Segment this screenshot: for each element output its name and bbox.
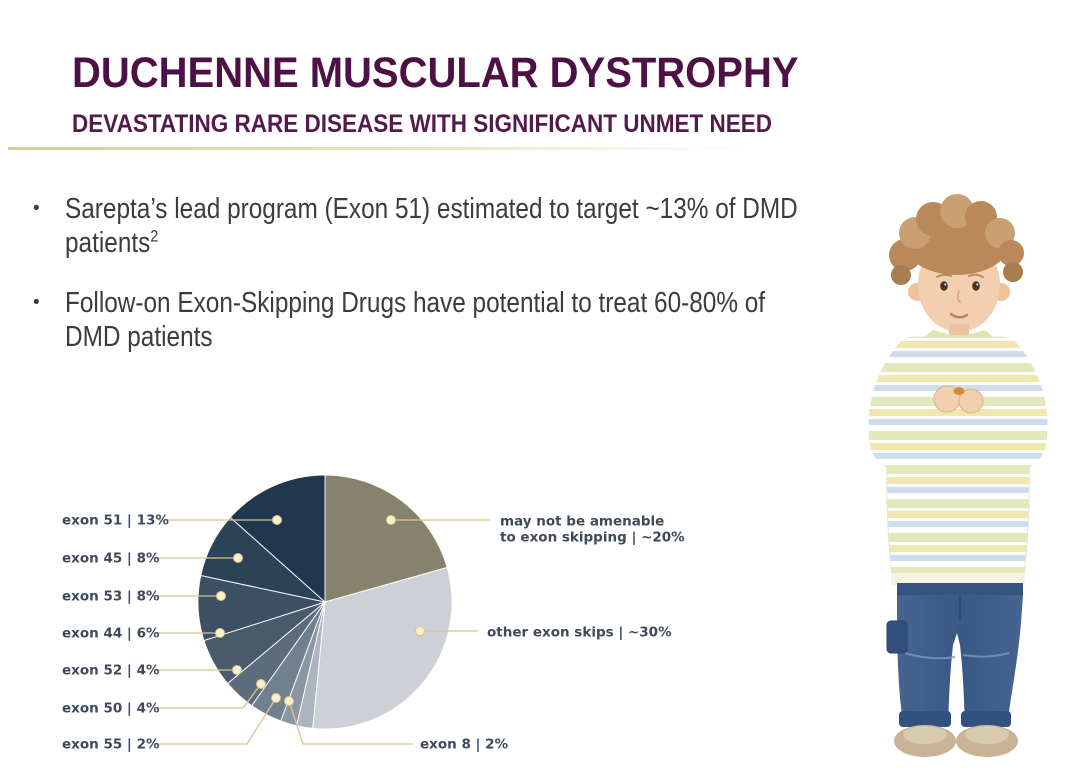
- boy-shoes: [894, 725, 1018, 757]
- boy-standing-photo: [853, 193, 1058, 768]
- pie-label-exon55: exon 55 | 2%: [62, 736, 160, 753]
- pie-label-exon50: exon 50 | 4%: [62, 700, 160, 717]
- bullet-marker: •: [33, 198, 40, 219]
- pie-label-maynot: may not be amenable: [500, 513, 665, 530]
- pie-label-exon44: exon 44 | 6%: [62, 625, 160, 642]
- boy-jeans: [887, 583, 1023, 727]
- pie-label-other: other exon skips | ~30%: [487, 624, 672, 641]
- leader-dot-icon: [216, 629, 225, 638]
- boy-hair: [889, 194, 1024, 285]
- bullet-line: DMD patients: [65, 321, 213, 353]
- pie-label-exon8: exon 8 | 2%: [420, 736, 509, 753]
- pie-label-exon45: exon 45 | 8%: [62, 550, 160, 567]
- pie-label-exon51: exon 51 | 13%: [62, 512, 169, 529]
- pie-label-exon53: exon 53 | 8%: [62, 588, 160, 605]
- pie-label-exon52: exon 52 | 4%: [62, 662, 160, 679]
- leader-dot-icon: [217, 592, 226, 601]
- leader-dot-icon: [387, 516, 396, 525]
- bullet-line: Sarepta’s lead program (Exon 51) estimated to target ~13% of DMD: [65, 193, 798, 225]
- leader-dot-icon: [257, 680, 266, 689]
- leader-dot-icon: [272, 694, 281, 703]
- page-subtitle: DEVASTATING RARE DISEASE WITH SIGNIFICANT UNMET NEED: [72, 109, 773, 138]
- bullet-line: Follow-on Exon-Skipping Drugs have potential to treat 60-80% of: [65, 287, 766, 319]
- bullet-line: patients: [65, 227, 151, 259]
- pie-label-maynot: to exon skipping | ~20%: [500, 529, 685, 546]
- footnote-ref: 2: [150, 226, 159, 246]
- page-title: DUCHENNE MUSCULAR DYSTROPHY: [72, 48, 799, 97]
- leader-dot-icon: [233, 666, 242, 675]
- leader-dot-icon: [285, 697, 294, 706]
- bullet-marker: •: [33, 292, 40, 313]
- leader-dot-icon: [273, 516, 282, 525]
- leader-dot-icon: [416, 627, 425, 636]
- leader-dot-icon: [234, 554, 243, 563]
